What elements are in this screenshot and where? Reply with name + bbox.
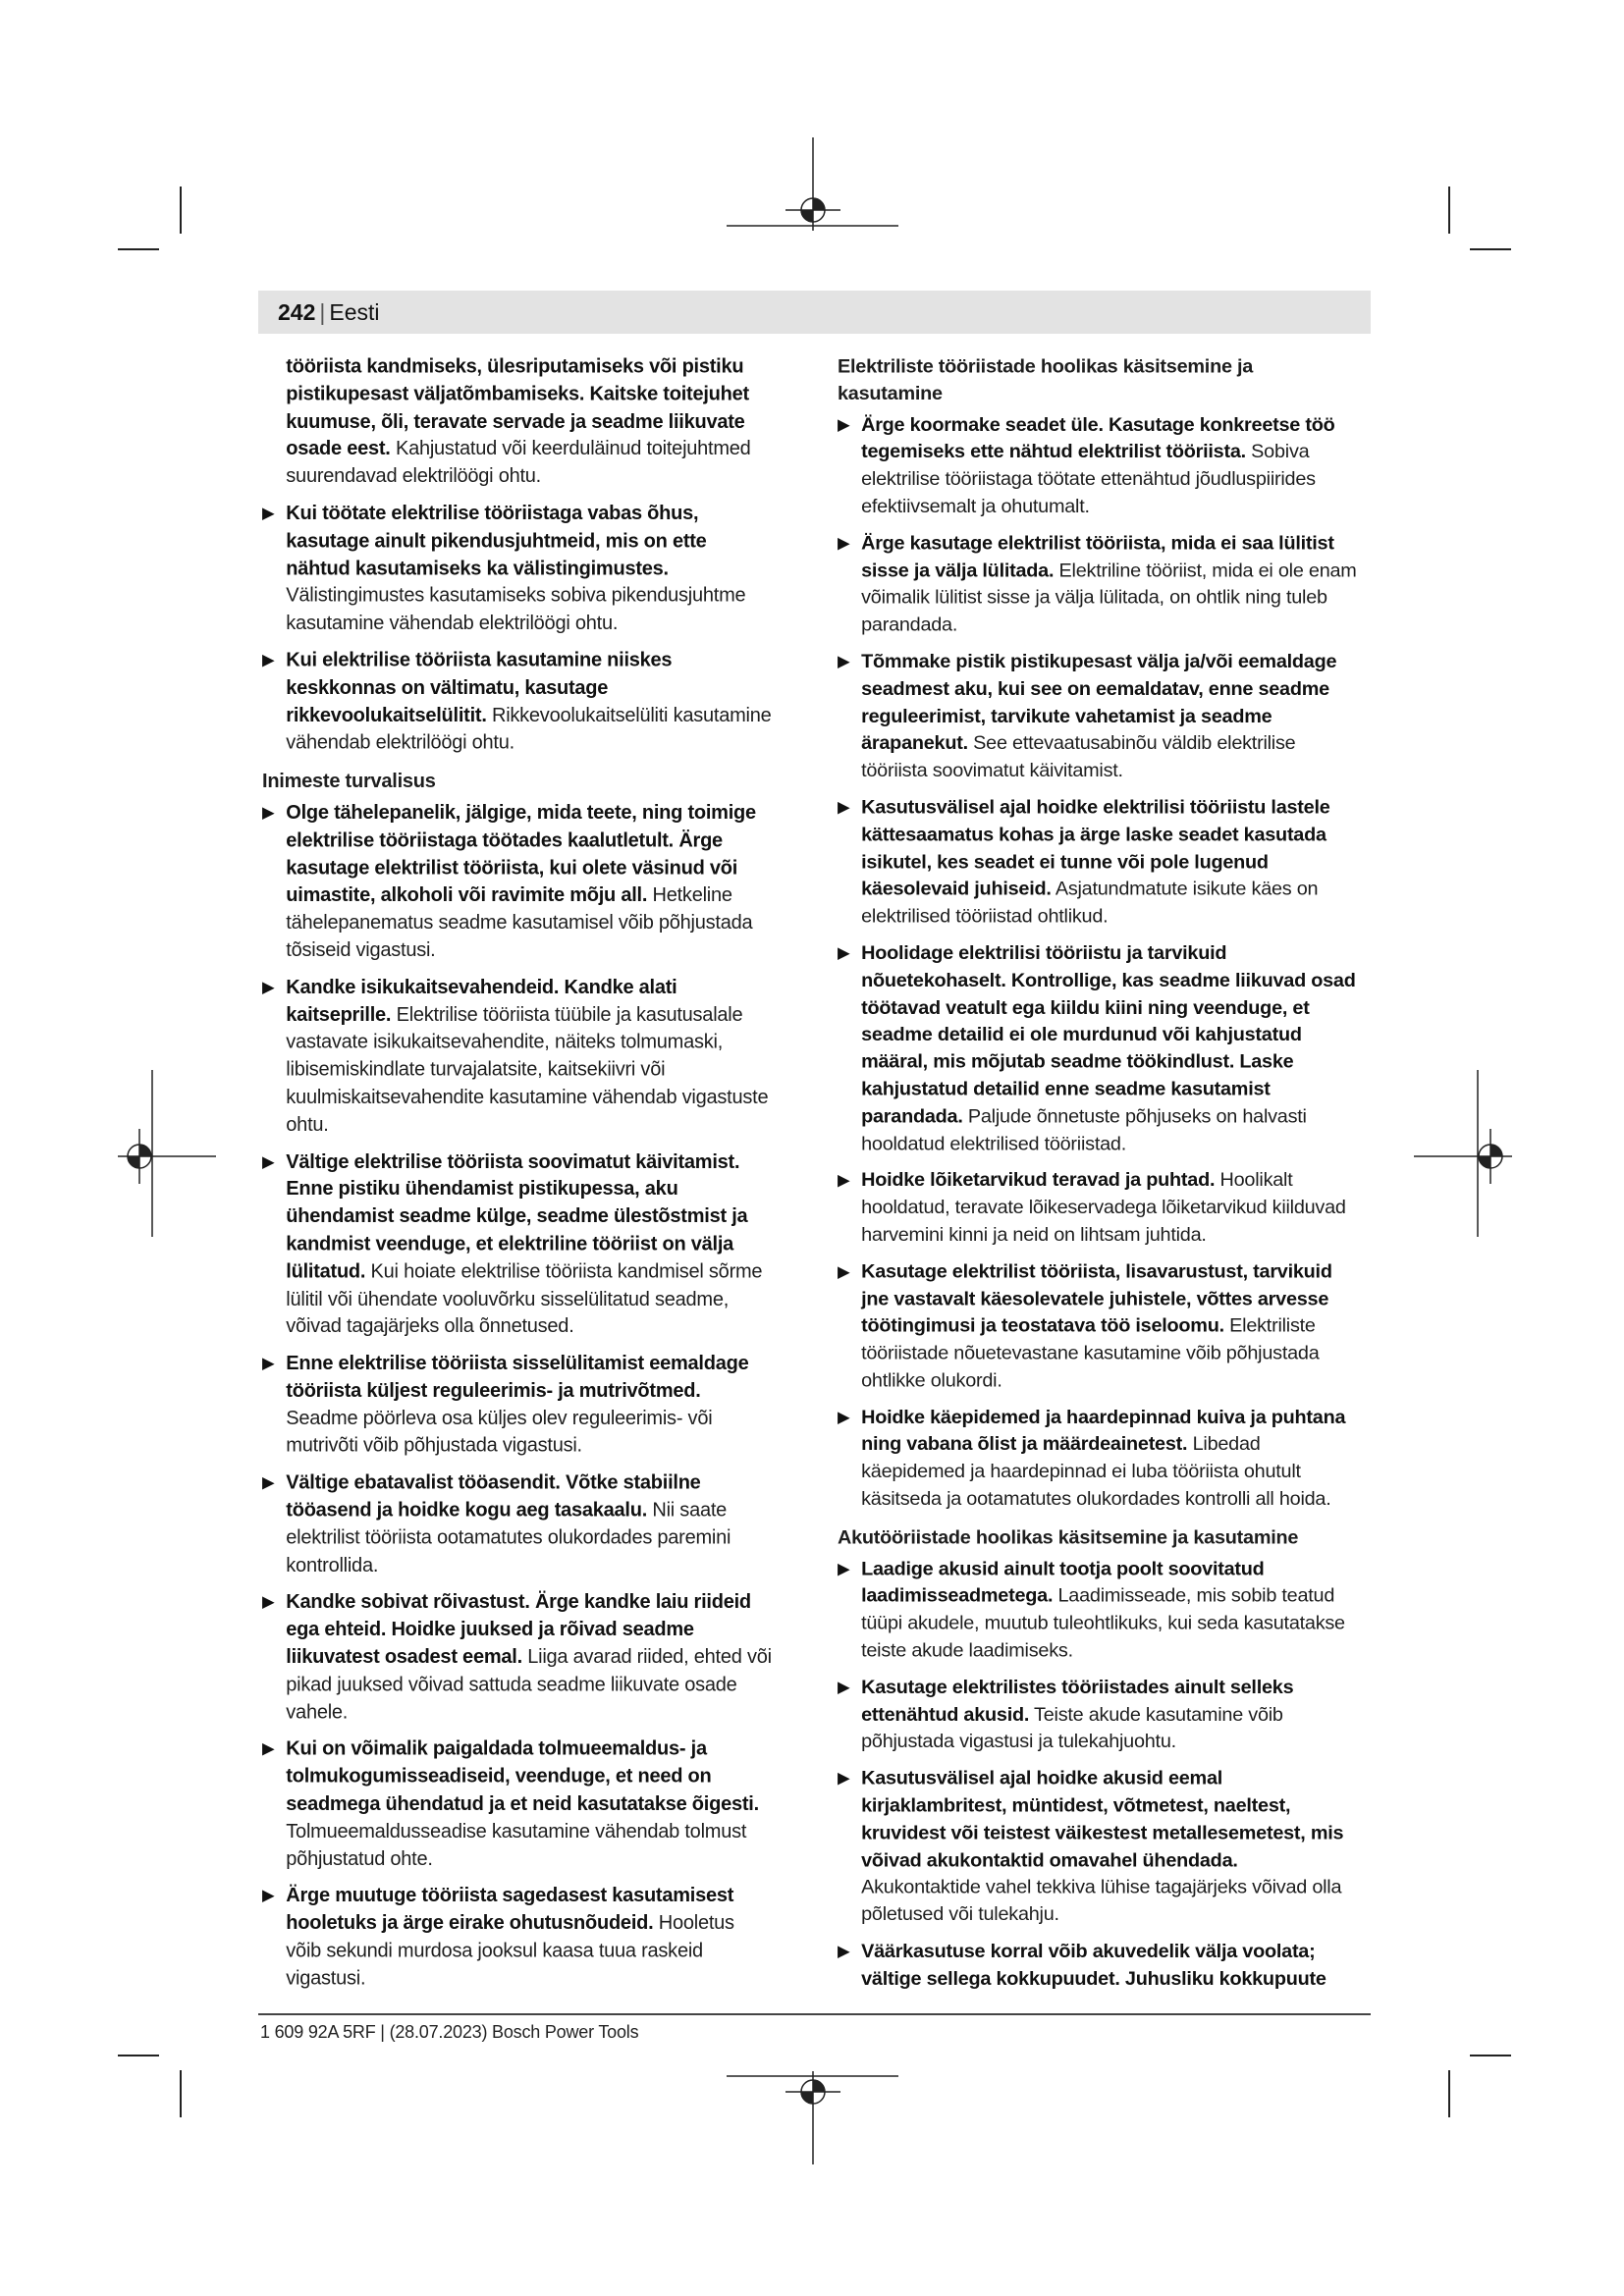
list-item xyxy=(838,1258,1358,1395)
bold-text: Ärge koormake seadet üle. Kasutage konkreetse töö tegemiseks ette nähtud elektrilist tööriista. xyxy=(861,413,1335,463)
page-footer: 1 609 92A 5RF | (28.07.2023) Bosch Power Tools xyxy=(260,2022,639,2042)
bold-text: Kandke isikukaitsevahendeid. Kandke alati kaitseprille. xyxy=(286,976,677,1026)
list-item xyxy=(838,1939,1358,1994)
body-text: Libedad käepidemed ja haardepinnad ei luba tööriista ohutult käsitseda ja ootamatutes olukordades kontrolli all hoida. xyxy=(861,1433,1331,1510)
registration-mark-icon xyxy=(118,1070,216,1237)
list-item xyxy=(838,940,1358,1158)
registration-mark-icon xyxy=(727,2071,903,2164)
body-text: Teiste akude kasutamine võib põhjustada vigastusi ja tulekahjuohtu. xyxy=(861,1703,1283,1753)
bold-text: Kui elektrilise tööriista kasutamine niiskes keskkonnas on vältimatu, kasutage rikkevoolukaitselülitit. xyxy=(286,649,673,726)
bullet-icon: ▶ xyxy=(838,1408,850,1426)
bullet-icon: ▶ xyxy=(838,943,850,962)
body-text: Liiga avarad riided, ehted või pikad juuksed võivad sattuda seadme liikuvate osade vahele. xyxy=(286,1645,772,1724)
list-2 xyxy=(838,1556,1358,1993)
crop-mark xyxy=(1470,248,1511,250)
bullet-icon: ▶ xyxy=(262,1151,275,1171)
list-item xyxy=(838,794,1358,931)
body-text: Kahjustatud või keerduläinud toitejuhtmed suurendavad elektrilöögi ohtu. xyxy=(286,437,751,488)
list-item xyxy=(838,1405,1358,1514)
body-text: Asjatundmatute isikute käes on elektrilised tööriistad ohtlikud. xyxy=(861,878,1319,928)
bold-text: Kasutage elektrilistes tööriistades ainult selleks ettenähtud akusid. xyxy=(861,1676,1294,1726)
bullet-icon: ▶ xyxy=(262,504,275,522)
body-text: Laadimisseade, mis sobib teatud tüüpi akudele, muutub tuleohtlikuks, kui seda kasutatakse teiste akude laadimiseks. xyxy=(861,1584,1345,1662)
bold-text: Ärge kasutage elektrilist tööriista, mida ei saa lülitist sisse ja välja lülitada. xyxy=(861,531,1334,581)
list-1 xyxy=(838,411,1358,1513)
body-text: Nii saate elektrilist tööriista ootamatutes olukordades paremini kontrollida. xyxy=(286,1499,731,1576)
list-item xyxy=(262,1148,773,1341)
body-text: Seadme pöörleva osa küljes olev reguleerimis- või mutrivõti võib põhjustada vigastusi. xyxy=(286,1407,713,1457)
header-separator: | xyxy=(319,299,326,325)
list-item xyxy=(262,800,773,965)
bold-text: Vältige elektrilise tööriista soovimatut käivitamist. Enne pistiku ühendamist pistikupessa, aku ühendamist seadme külge, seadme ülestõstmist ja kandmist veenduge, et elektriline tööriist on välja lülitatud. xyxy=(286,1149,748,1283)
body-text: Akukontaktide vahel tekkiva lühise tagajärjeks võivad olla põletused või tulekahju. xyxy=(861,1876,1342,1926)
list-item xyxy=(838,1674,1358,1755)
list-item xyxy=(262,974,773,1139)
section-title: Inimeste turvalisus xyxy=(262,770,436,793)
section-title: Elektriliste tööriistade hoolikas käsitsemine ja kasutamine xyxy=(838,354,1254,404)
bold-text: Enne elektrilise tööriista sisselülitamist eemaldage tööriista küljest reguleerimis- ja mutrivõtmed. xyxy=(286,1352,749,1402)
body-text: Välistingimustes kasutamiseks sobiva pikendusjuhtme kasutamine vähendab elektrilöögi ohtu. xyxy=(286,584,746,634)
bullet-icon: ▶ xyxy=(838,652,850,670)
bullet-icon: ▶ xyxy=(838,1262,850,1281)
footer-rule xyxy=(258,2013,1371,2015)
bold-text: Vältige ebatavalist tööasendit. Võtke stabiilne tööasend ja hoidke kogu aeg tasakaalu. xyxy=(286,1471,701,1522)
bullet-icon: ▶ xyxy=(838,415,850,434)
bullet-icon: ▶ xyxy=(262,1354,275,1372)
crop-mark xyxy=(1470,2055,1511,2056)
body-text: Tolmueemaldusseadise kasutamine vähendab tolmust põhjustatud ohte. xyxy=(286,1820,747,1870)
crop-mark xyxy=(118,248,159,250)
list-item xyxy=(838,530,1358,639)
bullet-icon: ▶ xyxy=(838,1678,850,1696)
bold-text: Laadige akusid ainult tootja poolt soovitatud laadimisseadmetega. xyxy=(861,1557,1265,1607)
crop-mark xyxy=(118,2055,159,2056)
registration-mark-icon xyxy=(1414,1070,1512,1237)
bold-text: Hoidke käepidemed ja haardepinnad kuiva ja puhtana ning vabana õlist ja määrdeainetest. xyxy=(861,1406,1346,1456)
body-text: See ettevaatusabinõu väldib elektrilise tööriista soovimatut käivitamist. xyxy=(861,731,1296,781)
page-header-bar xyxy=(258,291,1371,334)
bullet-icon: ▶ xyxy=(262,1473,275,1492)
list-item xyxy=(262,1735,773,1873)
list-item xyxy=(838,649,1358,785)
header-language: Eesti xyxy=(329,299,380,325)
bold-text: Olge tähelepanelik, jälgige, mida teete, ning toimige elektrilise tööriistaga töötades kaalutletult. Ärge kasutage elektrilist tööriista, kui olete väsinud või uimastite, alkoholi või ravimite mõju all. xyxy=(286,801,756,906)
bold-text: Tõmmake pistik pistikupesast välja ja/või eemaldage seadmest aku, kui see on eemaldatav, enne seadme reguleerimist, tarvikute vahetamist ja seadme ärapanekut. xyxy=(861,650,1337,755)
list-item xyxy=(838,1765,1358,1929)
right-column xyxy=(838,353,1358,2002)
list-item xyxy=(262,1589,773,1727)
continued-paragraph xyxy=(262,353,773,491)
bullet-icon: ▶ xyxy=(262,978,275,996)
bold-text: Kandke sobivat rõivastust. Ärge kandke laiu riideid ega ehteid. Hoidke juuksed ja rõivad seadme liikuvatest osadest eemal. xyxy=(286,1590,751,1669)
body-text: Hooletus võib sekundi murdosa jooksul kaasa tuua raskeid vigastusi. xyxy=(286,1911,734,1990)
bold-text: Kasutusvälisel ajal hoidke akusid eemal kirjaklambritest, müntidest, võtmetest, naeltest, kruvidest või teistest väikestest metallesemetest, mis võivad akukontaktid omavahel ühendada. xyxy=(861,1767,1344,1871)
bold-text: Kasutage elektrilist tööriista, lisavarustust, tarvikuid jne vastavalt käesolevatele juhistele, võttes arvesse töötingimusi ja teostatava töö iseloomu. xyxy=(861,1260,1332,1337)
body-text: Elektriline tööriist, mida ei ole enam võimalik lülitist sisse ja välja lülitada, on ohtlik ning tuleb parandada. xyxy=(861,559,1357,636)
page-header xyxy=(278,299,380,326)
list-item xyxy=(262,501,773,638)
bullet-icon: ▶ xyxy=(262,651,275,669)
bold-text: Ärge muutuge tööriista sagedasest kasutamisest hooletuks ja ärge eirake ohutusnõudeid. xyxy=(286,1885,734,1935)
bullet-icon: ▶ xyxy=(838,533,850,553)
bullet-icon: ▶ xyxy=(838,1942,850,1960)
bullet-icon: ▶ xyxy=(262,1886,275,1905)
body-text: Elektriliste tööriistade nõuetevastane kasutamine võib põhjustada ohtlikke olukordi. xyxy=(861,1314,1320,1392)
body-text: Rikkevoolukaitselüliti kasutamine vähendab elektrilöögi ohtu. xyxy=(286,704,772,754)
page-number: 242 xyxy=(278,299,316,325)
registration-mark-icon xyxy=(727,137,903,231)
body-text: Paljude õnnetuste põhjuseks on halvasti hooldatud elektrilised tööriistad. xyxy=(861,1105,1307,1154)
bold-text: Kui on võimalik paigaldada tolmueemaldus- ja tolmukogumisseadiseid, veenduge, et need on seadmega ühendatud ja et neid kasutatakse õigesti. xyxy=(286,1737,759,1815)
bullet-icon: ▶ xyxy=(838,797,850,817)
bold-text: tööriista kandmiseks, ülesriputamiseks või pistiku pistikupesast väljatõmbamiseks. Kaitske toitejuhet kuumuse, õli, teravate servade ja seadme liikuvate osade eest. xyxy=(286,354,749,460)
body-text: Kui hoiate elektrilise tööriista kandmisel sõrme lülitil või ühendate vooluvõrku sisselülitatud seadme, võivad tagajärjeks olla õnnetused. xyxy=(286,1259,763,1338)
bullet-icon: ▶ xyxy=(838,1769,850,1788)
bold-text: Kui töötate elektrilise tööriistaga vabas õhus, kasutage ainult pikendusjuhtmeid, mis on ette nähtud kasutamiseks ka välistingimustes. xyxy=(286,502,707,579)
list-item xyxy=(262,1469,773,1579)
left-column xyxy=(262,353,773,2002)
list-b xyxy=(262,800,773,1993)
bold-text: Hoidke lõiketarvikud teravad ja puhtad. xyxy=(861,1169,1216,1192)
crop-mark xyxy=(1448,2070,1450,2117)
bullet-icon: ▶ xyxy=(838,1559,850,1577)
bullet-icon: ▶ xyxy=(838,1171,850,1190)
list-item xyxy=(262,1351,773,1461)
bullet-icon: ▶ xyxy=(262,1739,275,1758)
body-text: Hetkeline tähelepanematus seadme kasutamisel võib põhjustada tõsiseid vigastusi. xyxy=(286,883,753,961)
bold-text: Kasutusvälisel ajal hoidke elektrilisi tööriistu lastele kättesaamatus kohas ja ärge laske seadet kasutada isikutel, kes seadet ei tunne või pole lugenud käesolevaid juhiseid. xyxy=(861,796,1330,900)
list-item xyxy=(262,647,773,757)
list-item xyxy=(838,1167,1358,1249)
body-text: Elektrilise tööriista tüübile ja kasutusalale vastavate isikukaitsevahendite, näiteks tolmumaski, libisemiskindlate turvajalatsite, kaitsekiivri või kuulmiskaitsevahendite kasutamine vähendab vigastuste ohtu. xyxy=(286,1003,769,1136)
bold-text: Hoolidage elektrilisi tööriistu ja tarvikuid nõuetekohaselt. Kontrollige, kas seadme liikuvad osad töötavad veatult ega kiildu kiini ning veenduge, et seadme detailid ei ole murdunud või kahjustatud määral, mis mõjutab seadme töökindlust. Laske kahjustatud detailid enne seadme kasutamist parandada. xyxy=(861,941,1356,1128)
list-item xyxy=(838,1556,1358,1665)
body-text: Sobiva elektrilise tööriistaga töötate ettenähtud jõudluspiirides efektiivsemalt ja ohutumalt. xyxy=(861,441,1316,517)
list-item xyxy=(838,411,1358,520)
bullet-icon: ▶ xyxy=(262,1592,275,1612)
crop-mark xyxy=(180,2070,182,2117)
section-title: Akutööriistade hoolikas käsitsemine ja kasutamine xyxy=(838,1526,1299,1549)
crop-mark xyxy=(1448,187,1450,234)
body-text: Hoolikalt hooldatud, teravate lõikeservadega lõiketarvikud kiilduvad harvemini kinni ja neid on lihtsam juhtida. xyxy=(861,1169,1346,1246)
crop-mark xyxy=(180,187,182,234)
bullet-icon: ▶ xyxy=(262,803,275,823)
bold-text: Väärkasutuse korral võib akuvedelik välja voolata; vältige sellega kokkupuudet. Juhusliku kokkupuute xyxy=(861,1940,1326,1990)
list-item xyxy=(262,1883,773,1993)
list-a xyxy=(262,501,773,758)
